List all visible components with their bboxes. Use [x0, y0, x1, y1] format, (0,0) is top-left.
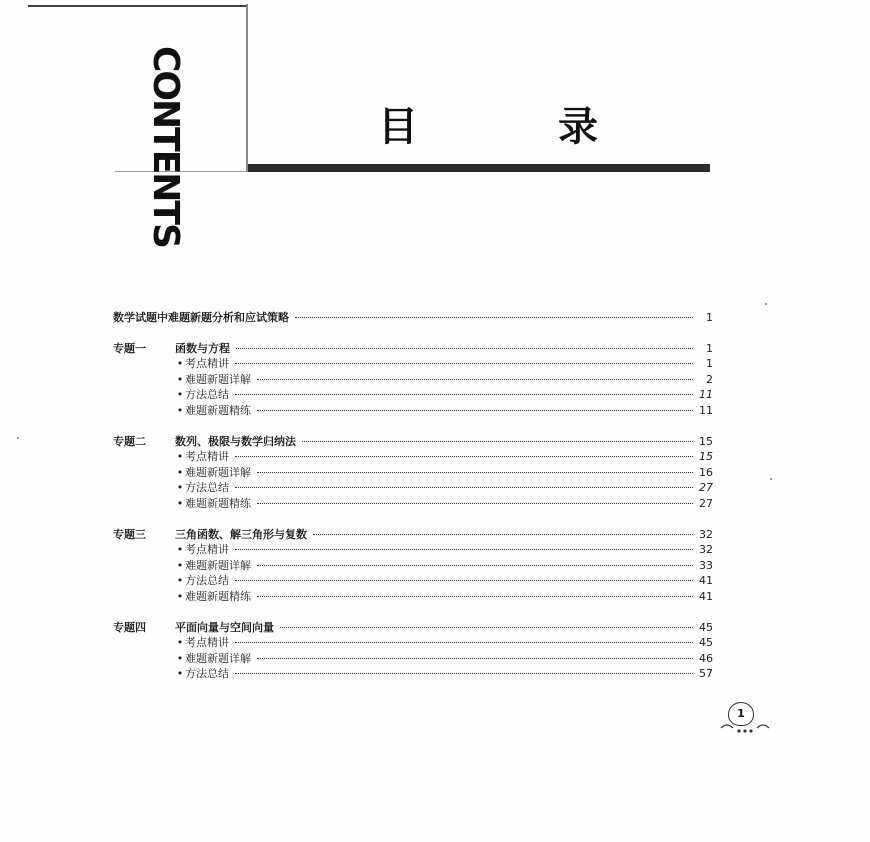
leader-dots	[257, 379, 693, 380]
item-label: 难题新题详解	[185, 465, 251, 479]
item-page: 33	[699, 558, 713, 572]
section-title: 平面向量与空间向量	[175, 620, 274, 634]
page-number: 1	[737, 707, 745, 720]
item-page: 11	[699, 403, 713, 417]
page-badge-ornament-icon	[719, 720, 771, 734]
item-label: 难题新题详解	[185, 372, 251, 386]
leader-dots	[235, 549, 693, 550]
bullet-icon: •	[176, 372, 184, 386]
item-page: 41	[699, 574, 713, 588]
header-bar	[248, 164, 710, 172]
item-label: 难题新题详解	[185, 558, 251, 572]
bullet-icon: •	[176, 543, 184, 557]
item-label: 难题新题精练	[185, 403, 251, 417]
toc-item[interactable]	[113, 480, 713, 496]
section-page: 15	[699, 434, 713, 448]
item-page: 46	[699, 651, 713, 665]
toc-item[interactable]	[113, 635, 713, 651]
contents-word-text: CONTENTS	[145, 46, 186, 247]
toc-section-3	[113, 527, 713, 605]
toc-item[interactable]	[113, 372, 713, 388]
section-page: 32	[699, 527, 713, 541]
item-page: 15	[699, 450, 713, 464]
section-title: 数列、极限与数学归纳法	[175, 434, 296, 448]
bullet-icon: •	[176, 388, 184, 402]
bullet-icon: •	[176, 450, 184, 464]
leader-dots	[235, 394, 693, 395]
section-number: 专题二	[113, 434, 146, 448]
section-number: 专题一	[113, 341, 146, 355]
item-page: 41	[699, 589, 713, 603]
leader-dots	[235, 487, 693, 488]
page-title	[378, 95, 598, 152]
bullet-icon: •	[176, 403, 184, 417]
item-label: 方法总结	[185, 667, 229, 681]
toc-item[interactable]	[113, 356, 713, 372]
item-label: 难题新题详解	[185, 651, 251, 665]
item-label: 考点精讲	[185, 450, 229, 464]
section-number: 专题四	[113, 620, 146, 634]
toc-intro-label: 数学试题中难题新题分析和应试策略	[113, 311, 289, 324]
item-page: 1	[706, 357, 713, 371]
leader-dots	[257, 503, 693, 504]
section-title: 函数与方程	[175, 341, 230, 355]
scan-speck	[770, 478, 772, 480]
toc-section-2	[113, 434, 713, 512]
item-page: 16	[699, 465, 713, 479]
leader-dots	[257, 472, 693, 473]
section-page: 1	[706, 341, 713, 355]
section-title: 三角函数、解三角形与复数	[175, 527, 307, 541]
toc-item[interactable]	[113, 558, 713, 574]
toc-section-heading[interactable]	[113, 620, 713, 636]
scan-speck	[17, 437, 19, 439]
bullet-icon: •	[176, 574, 184, 588]
item-label: 方法总结	[185, 388, 229, 402]
toc-section-heading[interactable]	[113, 341, 713, 357]
item-label: 难题新题精练	[185, 589, 251, 603]
leader-dots	[257, 410, 693, 411]
toc-item[interactable]	[113, 589, 713, 605]
leader-dots	[257, 565, 693, 566]
leader-dots	[235, 580, 693, 581]
bullet-icon: •	[176, 465, 184, 479]
leader-dots	[236, 348, 693, 349]
item-label: 考点精讲	[185, 636, 229, 650]
leader-dots	[235, 363, 693, 364]
leader-dots	[257, 596, 693, 597]
toc-item[interactable]	[113, 496, 713, 512]
toc-section-1	[113, 341, 713, 419]
leader-dots	[313, 534, 693, 535]
bullet-icon: •	[176, 357, 184, 371]
item-page: 45	[699, 636, 713, 650]
item-label: 方法总结	[185, 481, 229, 495]
toc-item[interactable]	[113, 666, 713, 682]
toc-section-heading[interactable]	[113, 434, 713, 450]
toc-section-heading[interactable]	[113, 527, 713, 543]
item-label: 考点精讲	[185, 543, 229, 557]
toc-intro-row[interactable]	[113, 310, 713, 326]
bullet-icon: •	[176, 667, 184, 681]
bullet-icon: •	[176, 481, 184, 495]
toc-item[interactable]	[113, 651, 713, 667]
item-page: 32	[699, 543, 713, 557]
item-label: 考点精讲	[185, 357, 229, 371]
item-label: 难题新题精练	[185, 496, 251, 510]
leader-dots	[235, 456, 693, 457]
leader-dots	[235, 642, 693, 643]
toc-item[interactable]	[113, 387, 713, 403]
item-page: 27	[699, 496, 713, 510]
leader-dots	[302, 441, 693, 442]
item-page: 11	[699, 388, 713, 402]
bullet-icon: •	[176, 636, 184, 650]
toc-item[interactable]	[113, 573, 713, 589]
bullet-icon: •	[176, 589, 184, 603]
bullet-icon: •	[176, 496, 184, 510]
section-number: 专题三	[113, 527, 146, 541]
section-page: 45	[699, 620, 713, 634]
bullet-icon: •	[176, 558, 184, 572]
item-label: 方法总结	[185, 574, 229, 588]
table-of-contents	[113, 310, 713, 682]
item-page: 2	[706, 372, 713, 386]
scan-speck	[765, 303, 767, 305]
title-char-1: 目	[378, 104, 418, 150]
leader-dots	[295, 317, 693, 318]
leader-dots	[235, 673, 693, 674]
title-char-2: 录	[558, 104, 598, 150]
toc-item[interactable]	[113, 403, 713, 419]
toc-item[interactable]	[113, 542, 713, 558]
item-page: 27	[699, 481, 713, 495]
toc-section-4	[113, 620, 713, 682]
leader-dots	[257, 658, 693, 659]
item-page: 57	[699, 667, 713, 681]
bullet-icon: •	[176, 651, 184, 665]
toc-intro-page: 1	[706, 311, 713, 324]
toc-item[interactable]	[113, 465, 713, 481]
toc-item[interactable]	[113, 449, 713, 465]
leader-dots	[280, 627, 693, 628]
